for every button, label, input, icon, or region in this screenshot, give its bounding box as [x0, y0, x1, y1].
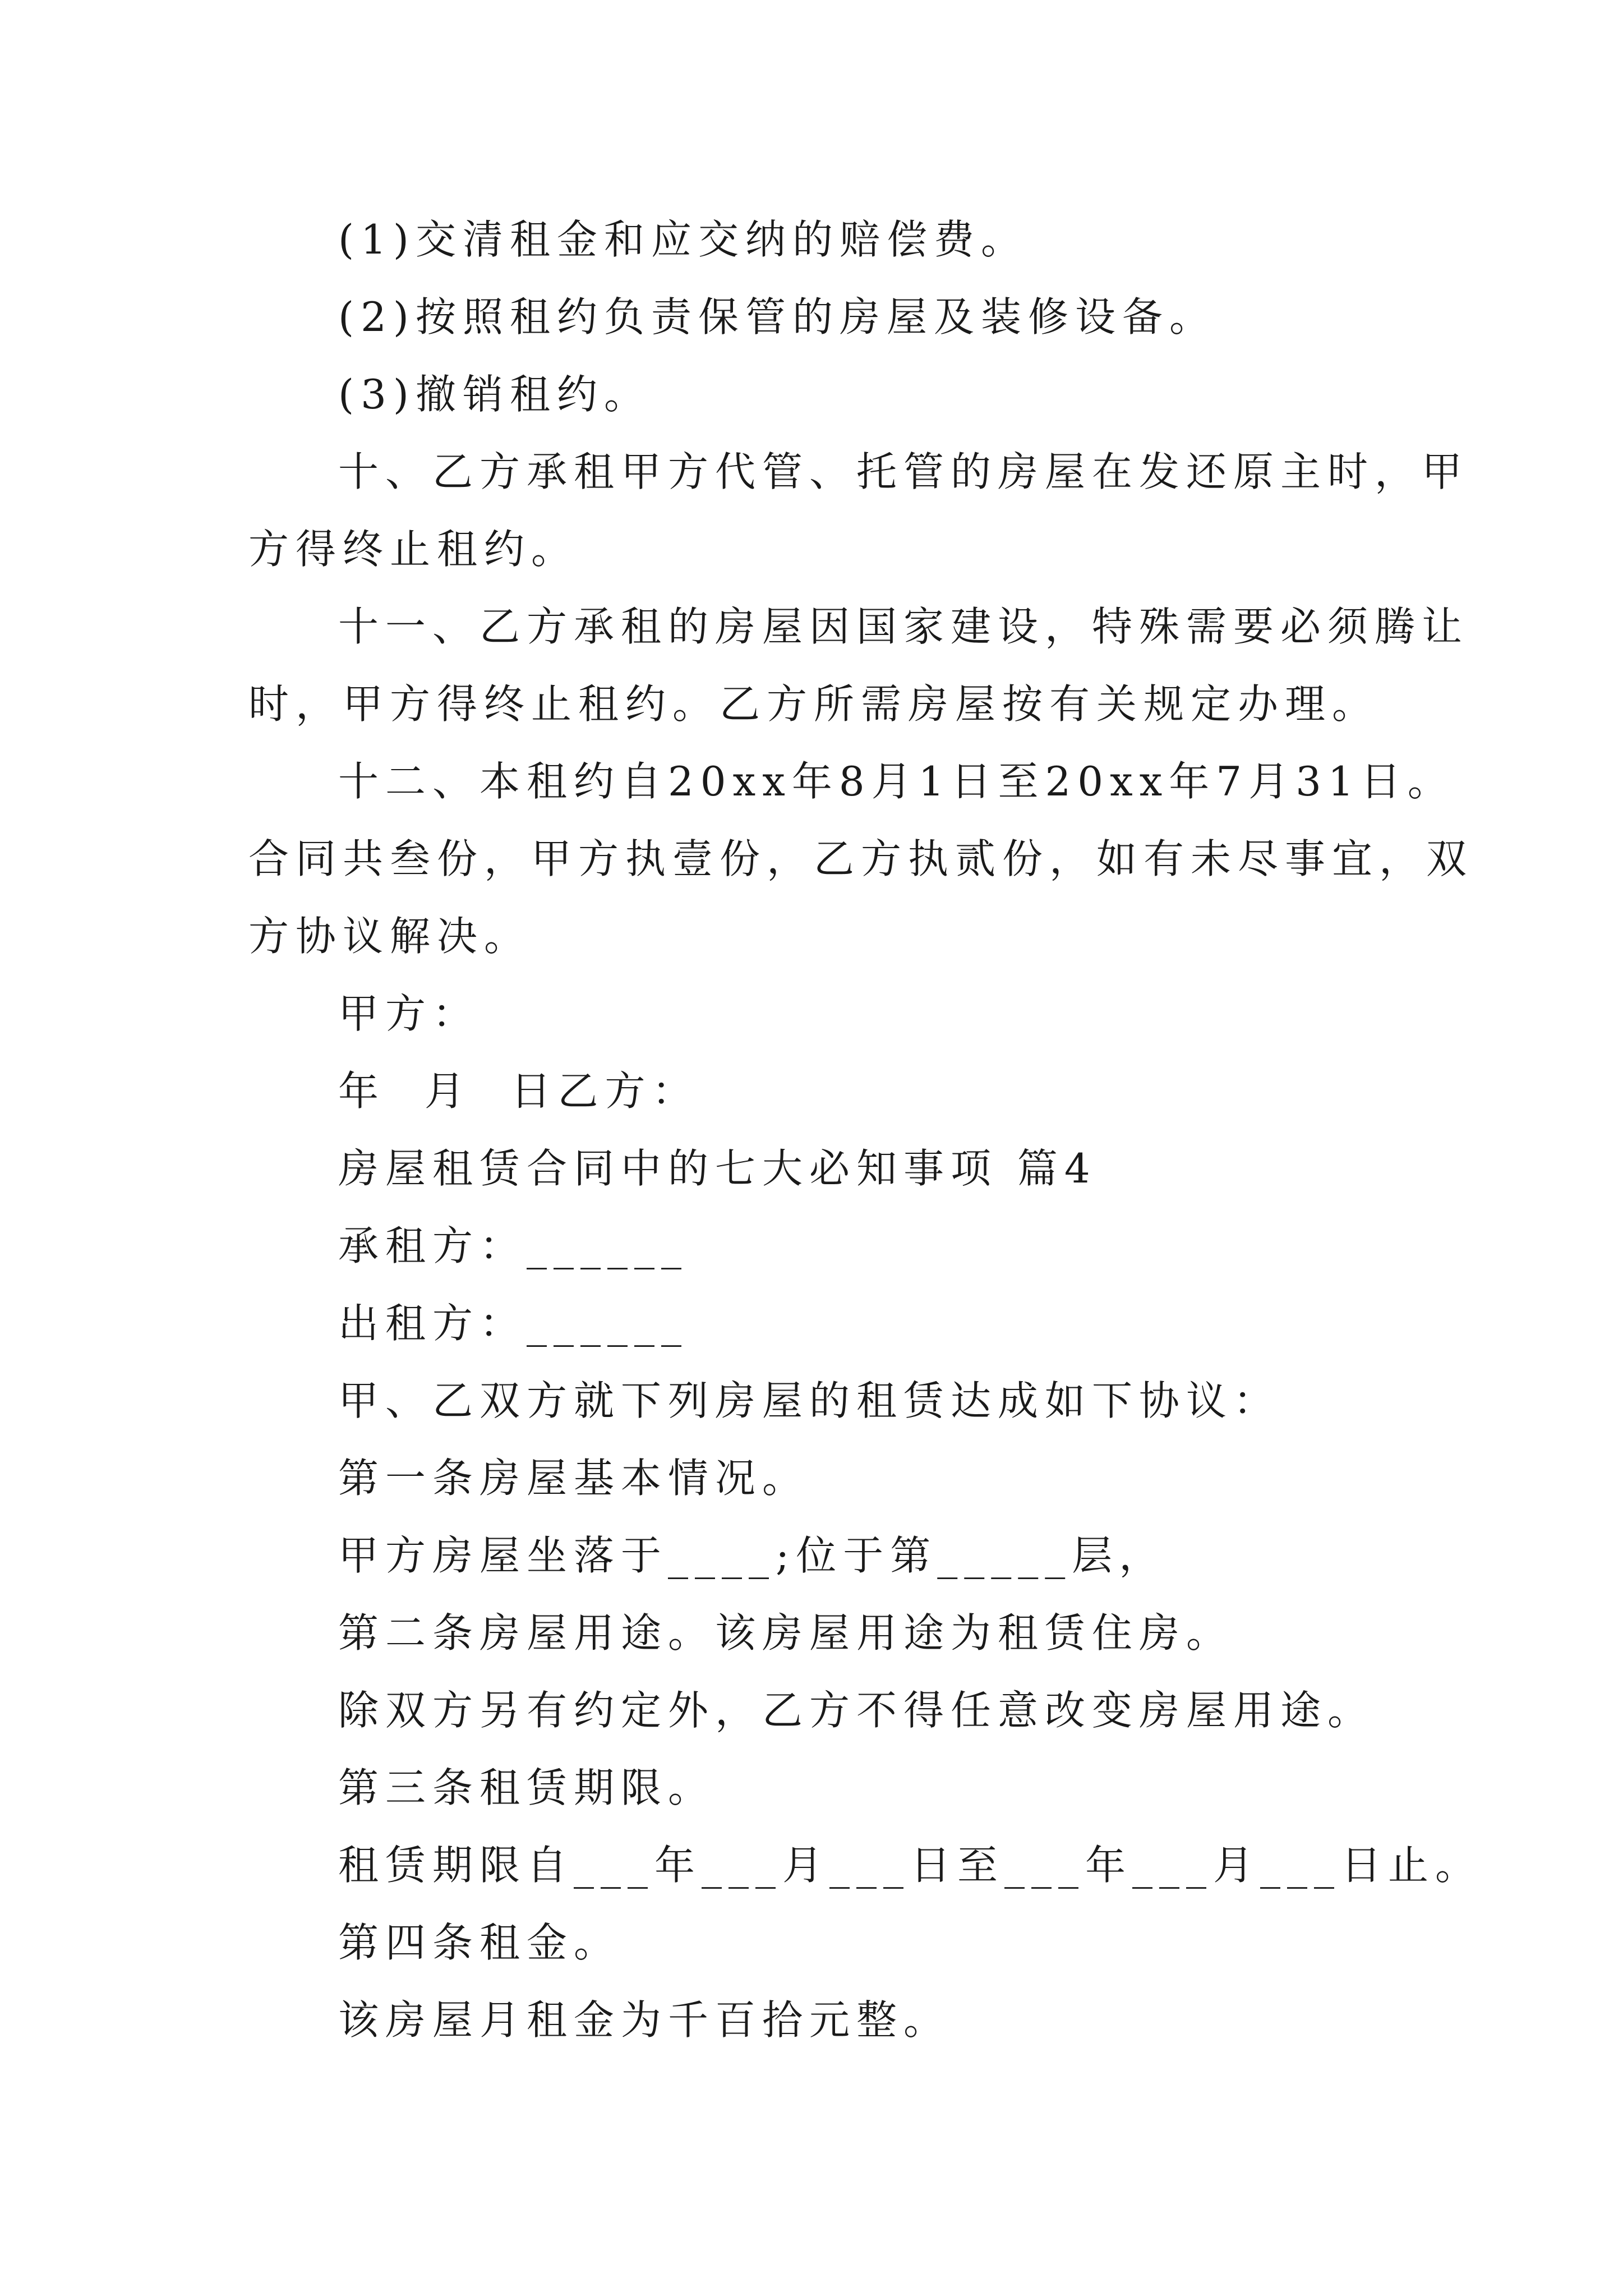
clause-10-line-1: 十、乙方承租甲方代管、托管的房屋在发还原主时，甲 [338, 448, 1469, 495]
article-2-heading: 第二条房屋用途。该房屋用途为租赁住房。 [338, 1609, 1234, 1657]
party-a-signature-label: 甲方： [338, 990, 480, 1037]
section-heading: 房屋租赁合同中的七大必知事项 篇4 [338, 1145, 1097, 1192]
article-3-heading: 第三条租赁期限。 [338, 1764, 716, 1811]
article-1-location: 甲方房屋坐落于____;位于第_____层， [338, 1532, 1166, 1579]
date-party-b-label: 年 月 日乙方： [338, 1068, 699, 1115]
agreement-intro: 甲、乙双方就下列房屋的租赁达成如下协议： [338, 1377, 1281, 1424]
clause-11-line-2: 时，甲方得终止租约。乙方所需房屋按有关规定办理。 [248, 680, 1380, 728]
clause-12-line-3: 方协议解决。 [248, 913, 532, 960]
article-1-heading: 第一条房屋基本情况。 [338, 1455, 810, 1502]
article-3-period: 租赁期限自___年___月___日至___年___月___日止。 [338, 1842, 1483, 1889]
lessor-field: 出租方：______ [338, 1300, 689, 1347]
item-3-cancel-lease: (3)撤销租约。 [338, 371, 651, 418]
clause-11-line-1: 十一、乙方承租的房屋因国家建设，特殊需要必须腾让 [338, 603, 1469, 650]
item-2-keep-property: (2)按照租约负责保管的房屋及装修设备。 [338, 293, 1216, 341]
article-4-heading: 第四条租金。 [338, 1919, 621, 1966]
article-2-text: 除双方另有约定外，乙方不得任意改变房屋用途。 [338, 1687, 1375, 1734]
item-1-pay-rent: (1)交清租金和应交纳的赔偿费。 [338, 216, 1028, 263]
clause-12-line-2: 合同共叁份，甲方执壹份，乙方执贰份，如有未尽事宜，双 [248, 835, 1474, 882]
article-4-rent: 该房屋月租金为千百拾元整。 [338, 1996, 951, 2044]
clause-12-line-1: 十二、本租约自20xx年8月1日至20xx年7月31日。 [338, 758, 1455, 805]
lessee-field: 承租方：______ [338, 1222, 689, 1269]
clause-10-line-2: 方得终止租约。 [248, 526, 579, 573]
